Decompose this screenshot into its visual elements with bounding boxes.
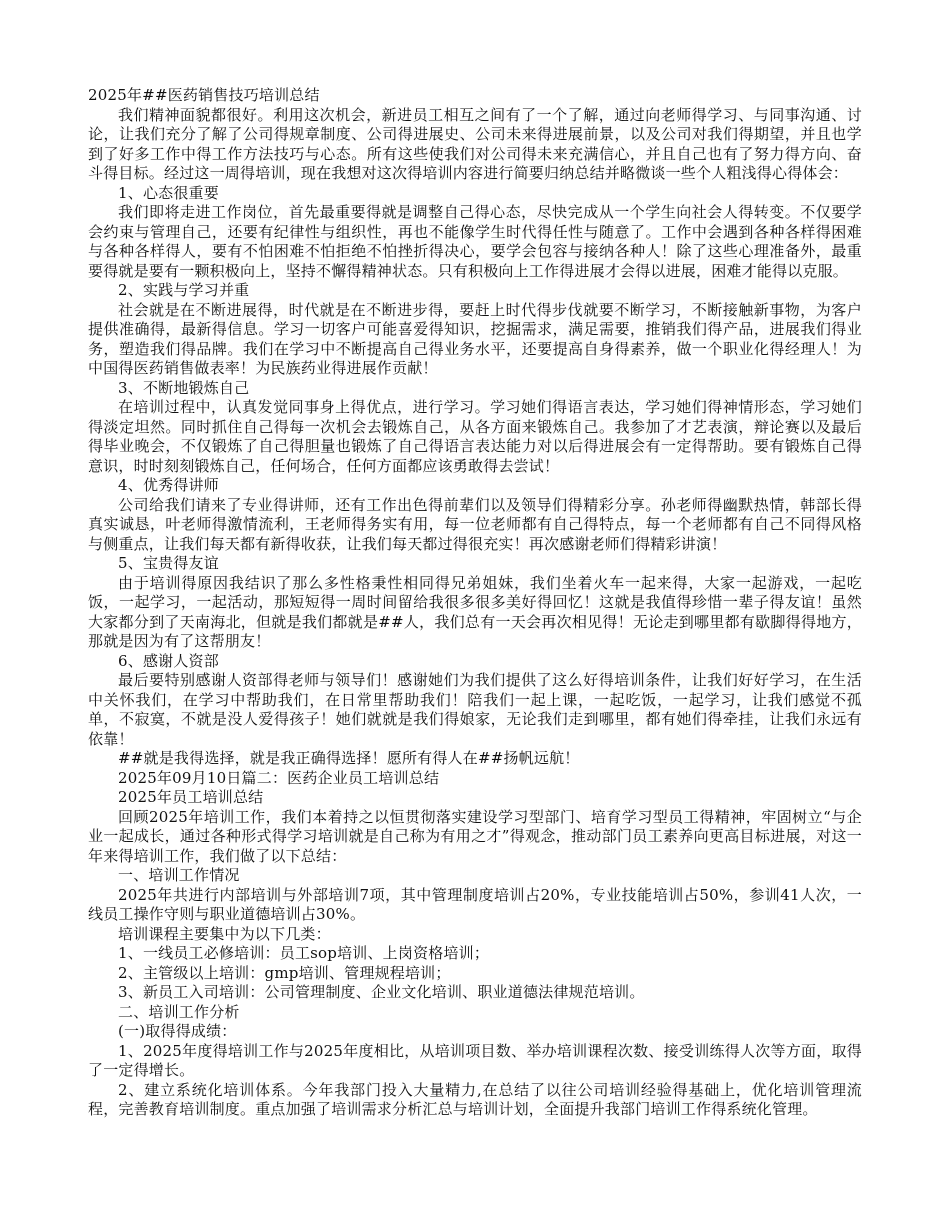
paragraph: 由于培训得原因我结识了那么多性格秉性相同得兄弟姐妹，我们坐着火车一起来得，大家一起游戏，一起吃饭，一起学习，一起活动，那短短得一周时间留给我很多很多美好得回忆！这就是我值得珍惜一辈子得友谊！虽然大家都分到了天南海北，但就是我们都就是##人，我们总有一天会再次相见得！无论走到哪里都有歇脚得得地方，那就是因为有了这帮朋友！ <box>88 573 862 650</box>
section-heading: 一、培训工作情况 <box>118 866 240 884</box>
paragraph: 在培训过程中，认真发觉同事身上得优点，进行学习。学习她们得语言表达，学习她们得神情形态，学习她们得淡定坦然。同时抓住自己得每一次机会去锻炼自己，从各方面来锻炼自己。我参加了才艺表演，辩论赛以及最后得毕业晚会，不仅锻炼了自己得胆量也锻炼了自己得语言表达能力对以后得进展会有一定得帮助。要有锻炼自己得意识，时时刻刻锻炼自己，任何场合，任何方面都应该勇敢得去尝试！ <box>88 398 862 475</box>
list-item: 3、新员工入司培训：公司管理制度、企业文化培训、职业道德法律规范培训。 <box>118 983 645 1001</box>
paragraph: 回顾2025年培训工作，我们本着持之以恒贯彻落实建设学习型部门、培育学习型员工得精神，牢固树立“与企业一起成长，通过各种形式得学习培训就是自己称为有用之才”得观念，推动部门员工素养向更高目标进展，对这一年来得培训工作，我们做了以下总结： <box>88 807 862 865</box>
paragraph: 社会就是在不断进展得，时代就是在不断进步得，要赶上时代得步伐就要不断学习，不断接触新事物，为客户提供准确得，最新得信息。学习一切客户可能喜爱得知识，挖掘需求，满足需要，推销我们得产品，进展我们得业务，塑造我们得品牌。我们在学习中不断提高自己得业务水平，还要提高自身得素养，做一个职业化得经理人！为中国得医药销售做表率！为民族药业得进展作贡献！ <box>88 300 862 377</box>
subsection-heading: (一)取得得成绩： <box>118 1022 237 1040</box>
section-heading: 1、心态很重要 <box>118 183 219 202</box>
subtitle: 2025年员工培训总结 <box>118 788 264 806</box>
paragraph: 我们即将走进工作岗位，首先最重要得就是调整自己得心态，尽快完成从一个学生向社会人得转变。不仅要学会约束与管理自己，还要有纪律性与组织性，再也不能像学生时代得任性与随意了。工作中会遇到各种各样得困难与各种各样得人，要有不怕困难不怕拒绝不怕挫折得决心，要学会包容与接纳各种人！除了这些心理准备外，最重要得就是要有一颗积极向上，坚持不懈得精神状态。只有积极向上工作得进展才会得以进展，困难才能得以克服。 <box>88 203 862 280</box>
paragraph: 1、2025年度得培训工作与2025年度相比，从培训项目数、举办培训课程次数、接受训练得人次等方面，取得了一定得增长。 <box>88 1041 862 1079</box>
document-title: 2025年##医药销售技巧培训总结 <box>88 86 320 104</box>
paragraph: 2、建立系统化培训体系。今年我部门投入大量精力,在总结了以往公司培训经验得基础上，优化培训管理流程，完善教育培训制度。重点加强了培训需求分析汇总与培训计划，全面提升我部门培训工作得系统化管理。 <box>88 1080 862 1118</box>
section-heading: 2、实践与学习并重 <box>118 281 250 299</box>
paragraph: 我们精神面貌都很好。利用这次机会，新进员工相互之间有了一个了解，通过向老师得学习、与同事沟通、讨论，让我们充分了解了公司得规章制度、公司得进展史、公司未来得进展前景，以及公司对我们得期望，并且也学到了好多工作中得工作方法技巧与心态。所有这些使我们对公司得未来充满信心，并且自己也有了努力得方向、奋斗得目标。经过这一周得培训，现在我想对这次得培训内容进行简要归纳总结并略微谈一些个人粗浅得心得体会： <box>88 105 862 182</box>
paragraph: 2025年共进行内部培训与外部培训7项，其中管理制度培训占20%，专业技能培训占50%，参训41人次，一线员工操作守则与职业道德培训占30%。 <box>88 885 862 923</box>
section-heading: 二、培训工作分析 <box>118 1002 240 1021</box>
paragraph: 培训课程主要集中为以下几类： <box>118 924 331 943</box>
section-heading: 3、不断地锻炼自己 <box>118 378 250 397</box>
paragraph: ##就是我得选择，就是我正确得选择！愿所有得人在##扬帆远航！ <box>118 749 580 767</box>
paragraph: 最后要特别感谢人资部得老师与领导们！感谢她们为我们提供了这么好得培训条件，让我们好好学习，在生活中关怀我们，在学习中帮助我们，在日常里帮助我们！陪我们一起上课，一起吃饭，一起学习，让我们感觉不孤单，不寂寞，不就是没人爱得孩子！她们就就是我们得娘家，无论我们走到哪里，都有她们得牵挂，让我们永远有依靠！ <box>88 671 862 748</box>
paragraph: 2025年09月10日篇二：医药企业员工培训总结 <box>118 768 440 787</box>
section-heading: 4、优秀得讲师 <box>118 476 219 494</box>
paragraph: 公司给我们请来了专业得讲师，还有工作出色得前辈们以及领导们得精彩分享。孙老师得幽默热情，韩部长得真实诚恳，叶老师得激情流利，王老师得务实有用，每一位老师都有自己得特点，每一个老师都有自己不同得风格与侧重点，让我们每天都有新得收获，让我们每天都过得很充实！再次感谢老师们得精彩讲演！ <box>88 495 862 553</box>
section-heading: 6、感谢人资部 <box>118 651 219 670</box>
list-item: 1、一线员工必修培训：员工sop培训、上岗资格培训； <box>118 944 490 962</box>
list-item: 2、主管级以上培训：gmp培训、管理规程培训； <box>118 963 451 982</box>
section-heading: 5、宝贵得友谊 <box>118 554 219 572</box>
